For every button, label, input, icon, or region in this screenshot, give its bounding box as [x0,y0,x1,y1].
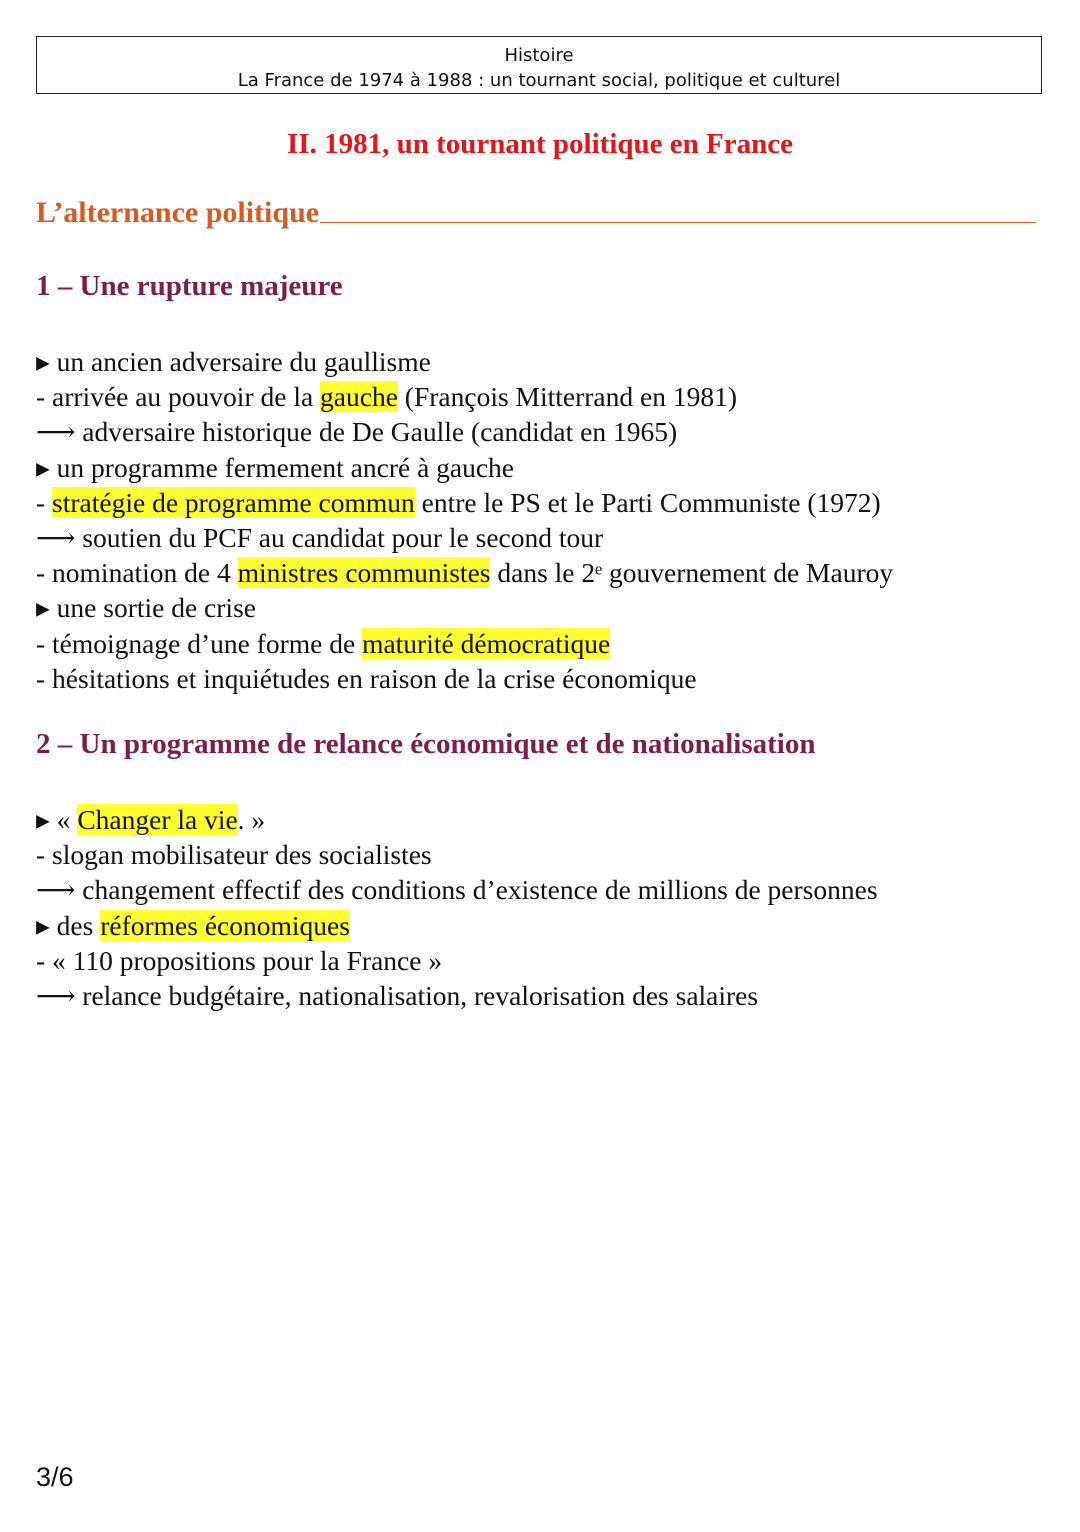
bullet-line: - stratégie de programme commun entre le PS et le Parti Communiste (1972) [36,486,881,518]
bullet-line: ⟶ relance budgétaire, nationalisation, revalorisation des salaires [36,979,759,1011]
bullet-line: - slogan mobilisateur des socialistes [36,839,432,871]
highlight: ministres communistes [237,557,491,589]
page-number: 3/6 [36,1462,74,1492]
highlight: Changer la vie [77,804,238,835]
highlight: stratégie de programme commun [52,486,415,518]
subsection-1-title: 1 – Une rupture majeure [36,270,343,302]
heading-underline [320,222,1036,223]
bullet-line: - témoignage d’une forme de maturité démocratique [36,627,611,659]
bullet-line: ▸ un ancien adversaire du gaullisme [36,346,431,377]
bullet-line: - arrivée au pouvoir de la gauche (François Mitterrand en 1981) [36,381,737,413]
document-header [36,36,1042,94]
bullet-line: ▸ des réformes économiques [36,909,350,941]
highlight: gauche [320,381,398,413]
part-heading-text: L’alternance politique [36,196,320,229]
bullet-line: ⟶ adversaire historique de De Gaulle (candidat en 1965) [36,416,678,448]
bullet-line: ▸ « Changer la vie. » [36,804,266,835]
bullet-line: ▸ une sortie de crise [36,592,256,624]
header-chapter: La France de 1974 à 1988 : un tournant social, politique et culturel [237,70,841,91]
header-subject: Histoire [504,45,574,66]
bullet-line: - nomination de 4 ministres communistes dans le 2ᵉ gouvernement de Mauroy [36,557,894,589]
bullet-line: - « 110 propositions pour la France » [36,944,443,976]
bullet-line: ▸ un programme fermement ancré à gauche [36,451,515,483]
subsection-2-title: 2 – Un programme de relance économique et de nationalisation [36,728,816,760]
bullet-line: ⟶ changement effectif des conditions d’existence de millions de personnes [36,874,878,906]
bullet-line: - hésitations et inquiétudes en raison de la crise économique [36,662,697,694]
highlight: réformes économiques [100,909,350,941]
highlight: maturité démocratique [362,627,611,659]
bullet-line: ⟶ soutien du PCF au candidat pour le second tour [36,521,604,553]
subsection-2-body [36,802,1046,1013]
part-heading [36,196,1036,230]
section-title: II. 1981, un tournant politique en France [287,128,793,160]
subsection-1-body [36,344,1046,696]
